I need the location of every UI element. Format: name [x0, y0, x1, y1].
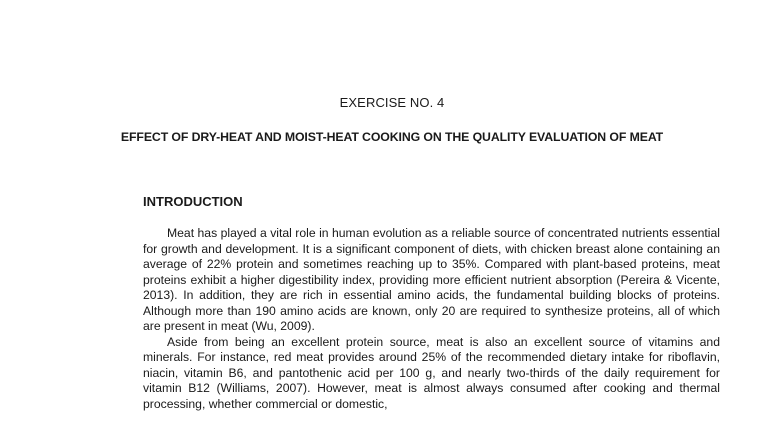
document-title: EFFECT OF DRY-HEAT AND MOIST-HEAT COOKING ON THE QUALITY EVALUATION OF MEAT — [120, 130, 664, 144]
paragraph-1: Meat has played a vital role in human evolution as a reliable source of concentrated nutrients essential for growth and development. It is a significant component of diets, with chicken breast alone containing an average of 22% protein and sometimes reaching up to 35%. Compared with plant-based proteins, meat proteins exhibit a higher digestibility index, providing more efficient nutrient absorption (Pereira & Vicente, 2013). In addition, they are rich in essential amino acids, the fundamental building blocks of proteins. Although more than 190 amino acids are known, only 20 are required to synthesize proteins, all of which are present in meat (Wu, 2009). — [143, 226, 720, 333]
body-text — [143, 226, 720, 412]
section-heading: INTRODUCTION — [143, 194, 243, 209]
paragraph-2: Aside from being an excellent protein source, meat is also an excellent source of vitamins and minerals. For instance, red meat provides around 25% of the recommended dietary intake for riboflavin, niacin, vitamin B6, and pantothenic acid per 100 g, and nearly two-thirds of the daily requirement for vitamin B12 (Williams, 2007). However, meat is almost always consumed after cooking and thermal processing, whether commercial or domestic, — [143, 334, 720, 411]
exercise-number: EXERCISE NO. 4 — [339, 95, 445, 110]
